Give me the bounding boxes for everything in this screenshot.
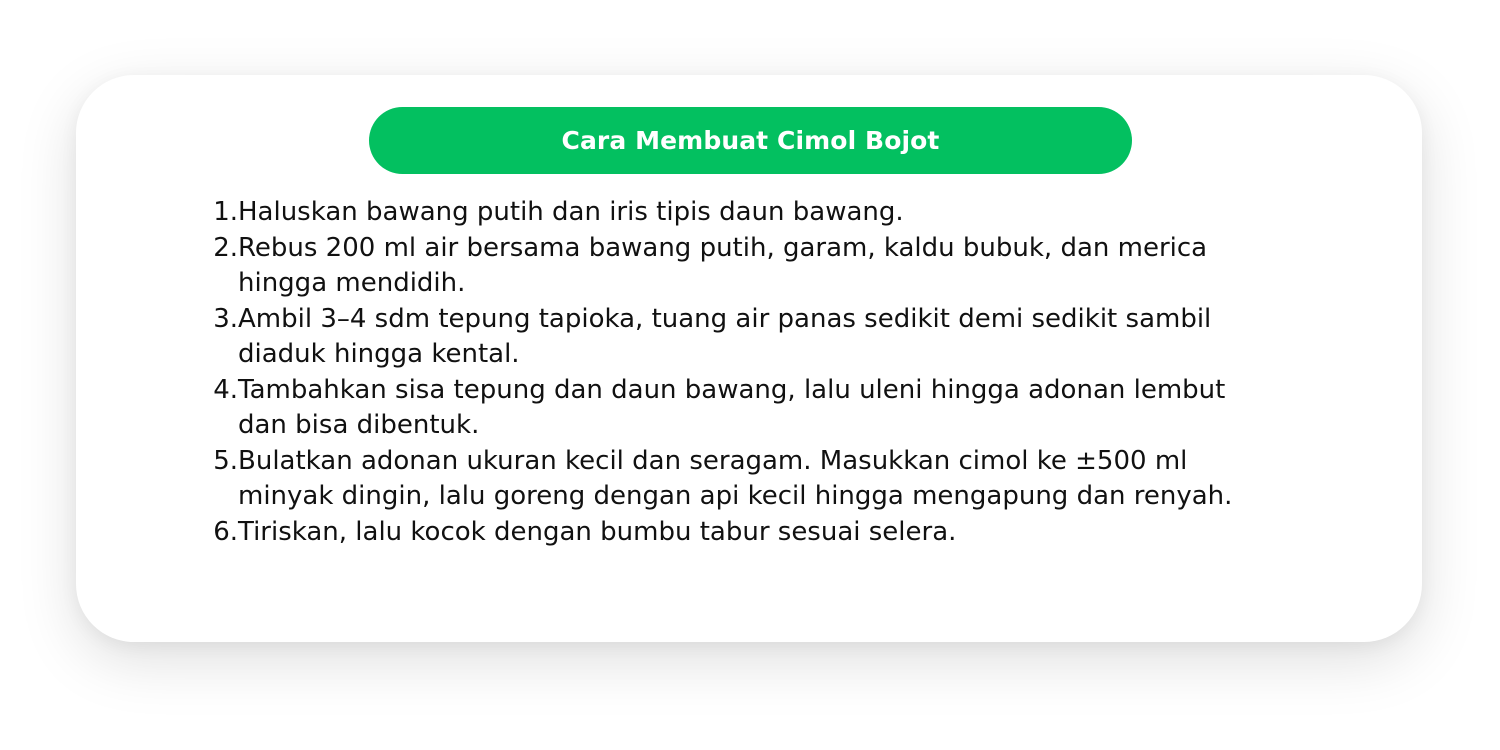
recipe-card [76,75,1422,642]
step-number: 4. [213,374,238,405]
step-item [213,373,1313,444]
step-number: 2. [213,232,238,263]
step-text: Rebus 200 ml air bersama bawang putih, garam, kaldu bubuk, dan merica hingga mendidih. [238,232,1208,298]
step-number: 5. [213,445,238,476]
step-text: Haluskan bawang putih dan iris tipis daun bawang. [238,197,904,227]
step-item [213,302,1313,373]
steps-list [213,195,1313,550]
step-text: Tambahkan sisa tepung dan daun bawang, lalu uleni hingga adonan lembut dan bisa dibentuk. [238,374,1226,440]
step-text: Bulatkan adonan ukuran kecil dan seragam. Masukkan cimol ke ±500 ml minyak dingin, lalu goreng dengan api kecil hingga mengapung dan renyah. [238,445,1233,511]
step-number: 3. [213,303,238,334]
step-text: Ambil 3–4 sdm tepung tapioka, tuang air panas sedikit demi sedikit sambil diaduk hingga kental. [238,303,1212,369]
step-item [213,515,1313,551]
step-number: 6. [213,516,238,547]
step-number: 1. [213,197,238,227]
step-item [213,231,1313,302]
recipe-title: Cara Membuat Cimol Bojot [561,126,940,155]
step-item [213,444,1313,515]
title-banner [369,107,1132,174]
step-item [213,195,1313,231]
step-text: Tiriskan, lalu kocok dengan bumbu tabur sesuai selera. [238,516,957,547]
